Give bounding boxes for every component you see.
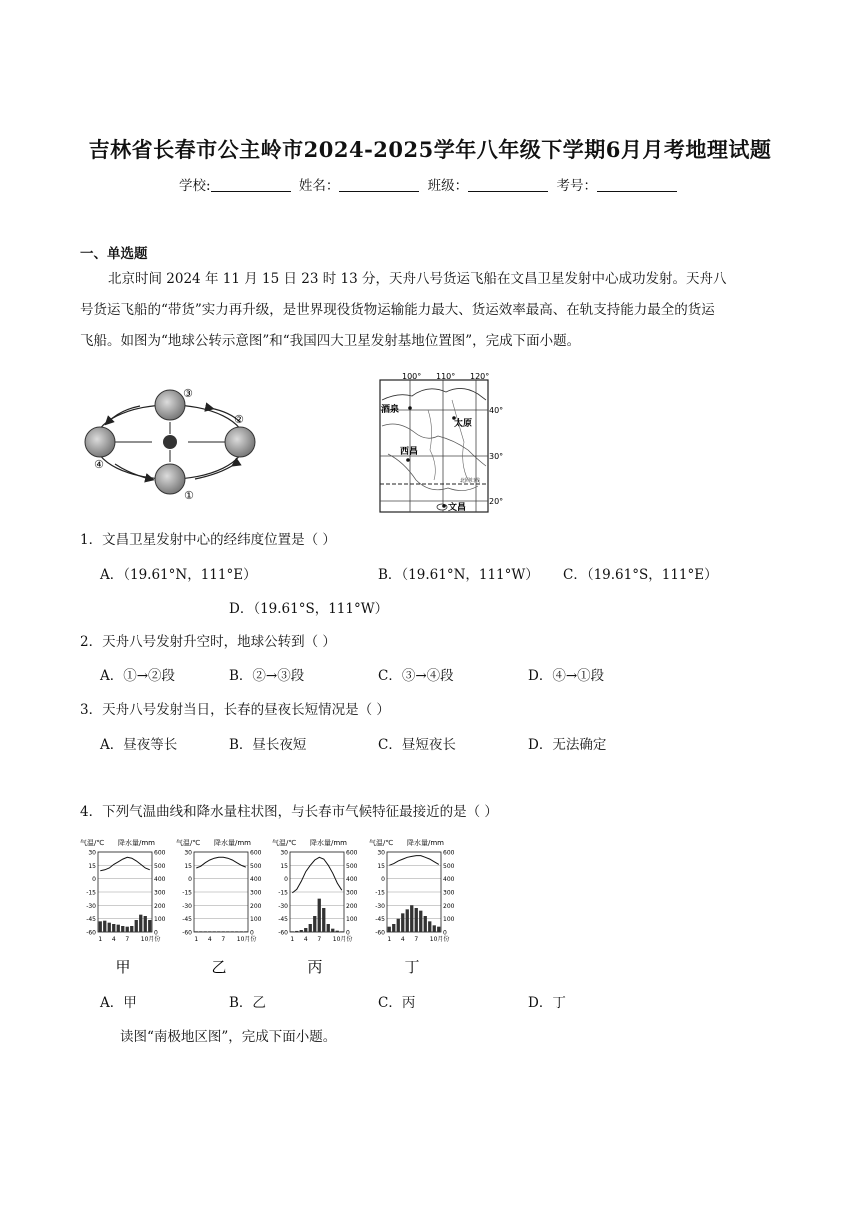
class-blank[interactable] [468,178,548,192]
precip-bar [135,920,138,932]
month-tick: 1 [290,936,295,943]
exam-no-label: 考号： [556,178,597,194]
precip-bar [222,931,225,932]
passage-1-line-3: 飞船。如图为“地球公转示意图”和“我国四大卫星发射基地位置图”，完成下面小题。 [80,333,581,349]
temp-tick: -30 [182,902,192,910]
precip-bar [397,919,400,932]
precip-bar [235,931,238,932]
precip-tick: 300 [250,889,262,897]
precip-bar [199,931,202,932]
precip-tick: 0 [250,929,254,937]
precip-bar [327,924,330,932]
month-tick: 7 [317,936,322,943]
precip-bar [208,931,211,932]
precip-bar [204,931,207,932]
precip-bar [103,921,106,932]
precip-bar [340,931,343,932]
precip-bar [226,931,229,932]
climate-chart-name: 丁 [404,958,420,976]
temp-tick: -45 [375,916,385,924]
orbit-label-2: ② [234,413,244,426]
precip-tick: 200 [346,902,358,910]
precip-bar [336,931,339,932]
temp-tick: 30 [377,849,385,857]
passage-1-line-1: 北京时间 2024 年 11 月 15 日 23 时 13 分，天舟八号货运飞船在文昌卫星发射中心成功发射。天舟八 [108,271,727,287]
temp-curve [389,856,439,866]
precip-bar [428,921,431,932]
precip-tick: 600 [250,849,262,857]
precip-tick: 300 [154,889,166,897]
precip-tick: 500 [346,862,358,870]
precip-bar [313,916,316,932]
month-tick: 10月份 [332,936,353,943]
climate-chart-name: 丙 [307,958,323,976]
climate-chart-name: 乙 [211,958,227,976]
passage-2: 读图“南极地区图”，完成下面小题。 [120,1029,337,1045]
precip-tick: 200 [250,902,262,910]
temp-tick: -30 [86,902,96,910]
orbit-arrow [108,406,140,422]
precip-tick: 300 [346,889,358,897]
earth-globe-icon [225,427,255,457]
precip-tick: 500 [154,862,166,870]
section-heading: 一、单选题 [80,246,148,262]
precip-tick: 0 [443,929,447,937]
precip-bar [406,909,409,932]
temp-tick: -30 [375,902,385,910]
lon-tick: 110° [436,372,456,381]
place-xichang: 西昌 [400,447,419,457]
passage-1 [80,264,786,357]
temp-tick: 0 [284,876,288,884]
question-3: 3．天舟八号发射当日，长春的昼夜长短情况是（ ） [80,702,390,718]
precip-bar [437,927,440,932]
temp-tick: -60 [278,929,288,937]
orbit-label-1: ① [184,489,194,502]
temp-tick: -45 [182,916,192,924]
lat-tick: 20° [489,497,504,506]
orbit-label-4: ④ [94,458,104,471]
school-label: 学校: [179,178,211,194]
q4-option-b[interactable]: B．乙 [229,995,266,1011]
q2-option-d[interactable]: D．④→①段 [528,668,605,684]
temp-tick: 0 [381,876,385,884]
temp-tick: -45 [86,916,96,924]
place-taiyuan: 太原 [454,419,473,429]
precip-bar [130,926,133,932]
place-jiuquan: 酒泉 [381,405,400,415]
q4-option-c[interactable]: C．丙 [378,995,416,1011]
temp-curve [100,857,150,870]
student-info-line [0,174,860,194]
precip-tick: 400 [154,876,166,884]
earth-globe-icon [155,464,185,494]
month-tick: 1 [387,936,392,943]
name-label: 姓名： [298,178,340,194]
temp-curve [196,857,246,868]
precip-tick: 100 [443,916,455,924]
q3-option-d[interactable]: D．无法确定 [528,737,607,753]
earth-orbit-figure [80,382,280,502]
exam-title: 吉林省长春市公主岭市2024-2025学年八年级下学期6月月考地理试题 [88,137,772,162]
precip-bar [415,908,418,932]
climate-chart [80,838,166,976]
precip-tick: 0 [346,929,350,937]
precip-axis-label: 降水量/mm [214,839,251,847]
temp-tick: 0 [188,876,192,884]
q1-option-b[interactable]: B．（19.61°N，111°W） [378,567,539,583]
precip-tick: 500 [443,862,455,870]
temp-tick: -60 [86,929,96,937]
month-tick: 7 [414,936,419,943]
lon-tick: 120° [470,372,490,381]
launch-base-map [368,370,508,516]
precip-bar [240,931,243,932]
temp-axis-label: 气温/℃ [272,839,297,847]
temp-tick: -15 [375,889,385,897]
precip-bar [99,921,102,932]
question-1: 1．文昌卫星发射中心的经纬度位置是（ ） [80,532,336,548]
month-tick: 1 [98,936,103,943]
precip-bar [309,924,312,932]
q2-option-a[interactable]: A．①→②段 [100,668,176,684]
temp-tick: -15 [278,889,288,897]
precip-bar [410,905,413,932]
temp-tick: -60 [375,929,385,937]
temp-tick: 15 [184,862,192,870]
q3-option-c[interactable]: C．昼短夜长 [378,737,456,753]
exam-no-blank[interactable] [597,178,677,192]
name-blank[interactable] [339,178,419,192]
precip-tick: 100 [250,916,262,924]
class-label: 班级： [427,178,469,194]
temp-tick: 30 [88,849,96,857]
question-2: 2．天舟八号发射升空时，地球公转到（ ） [80,634,336,650]
precip-bar [217,931,220,932]
precip-bar [424,916,427,932]
climate-chart [272,838,358,976]
precip-bar [401,913,404,932]
lat-tick: 40° [489,406,504,415]
temp-tick: 15 [377,862,385,870]
precip-bar [126,927,129,932]
precip-tick: 400 [346,876,358,884]
temp-tick: 15 [280,862,288,870]
temp-axis-label: 气温/℃ [369,839,394,847]
temp-tick: 15 [88,862,96,870]
precip-tick: 100 [346,916,358,924]
temp-axis-label: 气温/℃ [176,839,201,847]
precip-tick: 600 [443,849,455,857]
month-tick: 4 [303,936,308,943]
temp-tick: -45 [278,916,288,924]
month-tick: 10月份 [429,936,450,943]
precip-tick: 0 [154,929,158,937]
precip-bar [304,928,307,932]
q2-option-c[interactable]: C．③→④段 [378,668,454,684]
q1-option-d[interactable]: D．（19.61°S，111°W） [229,601,389,617]
precip-tick: 600 [346,849,358,857]
precip-tick: 400 [250,876,262,884]
temp-tick: 30 [280,849,288,857]
sun-icon [163,435,177,449]
precip-bar [433,925,436,932]
precip-bar [392,924,395,932]
earth-globe-icon [85,427,115,457]
lon-tick: 100° [402,372,422,381]
month-tick: 4 [400,936,405,943]
temp-tick: -15 [182,889,192,897]
q4-option-d[interactable]: D．丁 [528,995,566,1011]
month-tick: 1 [194,936,199,943]
precip-bar [244,931,247,932]
q3-option-b[interactable]: B．昼长夜短 [229,737,307,753]
temp-tick: 0 [92,876,96,884]
precip-bar [331,929,334,932]
precip-tick: 200 [154,902,166,910]
precip-bar [117,925,120,932]
place-wenchang: 文昌 [448,503,467,513]
month-tick: 7 [125,936,130,943]
precip-axis-label: 降水量/mm [118,839,155,847]
precip-bar [139,915,142,932]
precip-bar [291,931,294,932]
climate-chart [369,838,455,976]
precip-tick: 300 [443,889,455,897]
earth-globe-icon [155,390,185,420]
climate-chart-name: 甲 [115,958,131,976]
temp-tick: -15 [86,889,96,897]
precip-tick: 400 [443,876,455,884]
q3-option-a[interactable]: A．昼夜等长 [100,737,178,753]
precip-axis-label: 降水量/mm [310,839,347,847]
precip-bar [195,931,198,932]
question-4: 4．下列气温曲线和降水量柱状图，与长春市气候特征最接近的是（ ） [80,804,498,820]
q4-option-a[interactable]: A．甲 [100,995,137,1011]
temp-axis-label: 气温/℃ [80,839,105,847]
precip-tick: 100 [154,916,166,924]
precip-bar [121,926,124,932]
temp-curve [292,857,342,893]
precip-tick: 200 [443,902,455,910]
precip-bar [144,916,147,932]
temp-tick: -60 [182,929,192,937]
precip-bar [388,927,391,932]
temp-tick: -30 [278,902,288,910]
climate-chart [176,838,262,976]
q1-option-a[interactable]: A．（19.61°N，111°E） [100,567,257,583]
climate-charts [78,836,468,980]
q1-option-c[interactable]: C．（19.61°S，111°E） [563,567,718,583]
month-tick: 10月份 [140,936,161,943]
precip-bar [148,920,151,932]
month-tick: 7 [221,936,226,943]
passage-1-line-2: 号货运飞船的“带货”实力再升级，是世界现役货物运输能力最大、货运效率最高、在轨支持能力最全的货运 [80,302,715,318]
precip-bar [295,931,298,932]
month-tick: 4 [111,936,116,943]
precip-bar [300,930,303,932]
precip-bar [231,931,234,932]
precip-tick: 500 [250,862,262,870]
temp-tick: 30 [184,849,192,857]
precip-bar [419,911,422,932]
precip-bar [112,924,115,932]
q2-option-b[interactable]: B．②→③段 [229,668,305,684]
precip-bar [322,908,325,932]
precip-bar [213,931,216,932]
orbit-label-3: ③ [183,387,193,400]
tropic-label: 北回归线 [460,478,481,484]
lat-tick: 30° [489,452,504,461]
precip-bar [318,899,321,932]
month-tick: 10月份 [236,936,257,943]
month-tick: 4 [207,936,212,943]
precip-bar [108,923,111,932]
school-blank[interactable] [211,178,291,192]
precip-axis-label: 降水量/mm [407,839,444,847]
precip-tick: 600 [154,849,166,857]
